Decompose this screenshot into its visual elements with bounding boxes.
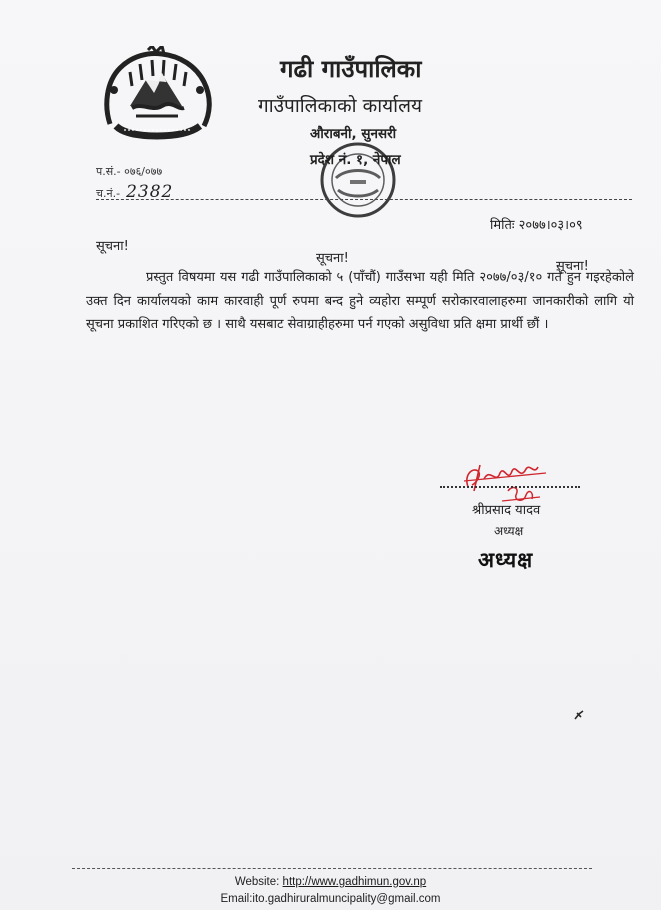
dispatch-value: 2382	[126, 182, 174, 202]
address-line-1: औराबनी, सुनसरी	[310, 126, 397, 142]
footer-divider	[72, 868, 592, 869]
dispatch-label: च.नं.-	[96, 187, 121, 200]
notice-heading-right: सूचना!	[556, 259, 589, 274]
footer-website	[0, 876, 661, 888]
office-subtitle: गाउँपालिकाको कार्यालय	[258, 95, 422, 117]
footer-email: Email:ito.gadhiruralmuncipality@gmail.com	[220, 893, 441, 905]
address-line-2: प्रदेश नं. १, नेपाल	[310, 152, 401, 168]
header-divider	[96, 199, 632, 200]
letter-date: मितिः २०७७।०३।०९	[490, 218, 583, 233]
notice-heading-center: सूचना!	[316, 251, 349, 266]
signatory-designation: अध्यक्ष	[494, 524, 524, 538]
signatory-name: श्रीप्रसाद यादव	[472, 503, 541, 518]
website-label: Website:	[234, 876, 280, 888]
notice-heading-left: सूचना!	[96, 239, 129, 254]
notice-body: प्रस्तुत विषयमा यस गढी गाउँपालिकाको ५ (पाँचौं) गाउँसभा यही मिति २०७७/०३/१० गते हुन गइरहेकोले उक्त दिन कार्यालयको काम कारवाही पूर्ण रुपमा बन्द हुने व्यहोरा सम्पूर्ण सरोकारवालाहरुमा जानकारीको लागि यो सूचना प्रकाशित गरिएको छ । साथै यसबाट सेवाग्राहीहरुमा पर्न गएको असुविधा प्रति क्षमा प्रार्थी छौं ।	[86, 270, 634, 332]
municipality-title: गढी गाउँपालिका	[280, 55, 422, 83]
office-seal-icon	[316, 138, 400, 222]
signature-line	[440, 486, 580, 488]
paper-speck	[574, 710, 584, 720]
nepal-emblem-icon	[96, 46, 218, 142]
designation-stamp: अध्यक्ष	[478, 547, 534, 572]
reference-number: प.सं.- ०७६/०७७	[96, 165, 163, 178]
website-link[interactable]: http://www.gadhimun.gov.np	[282, 876, 427, 888]
